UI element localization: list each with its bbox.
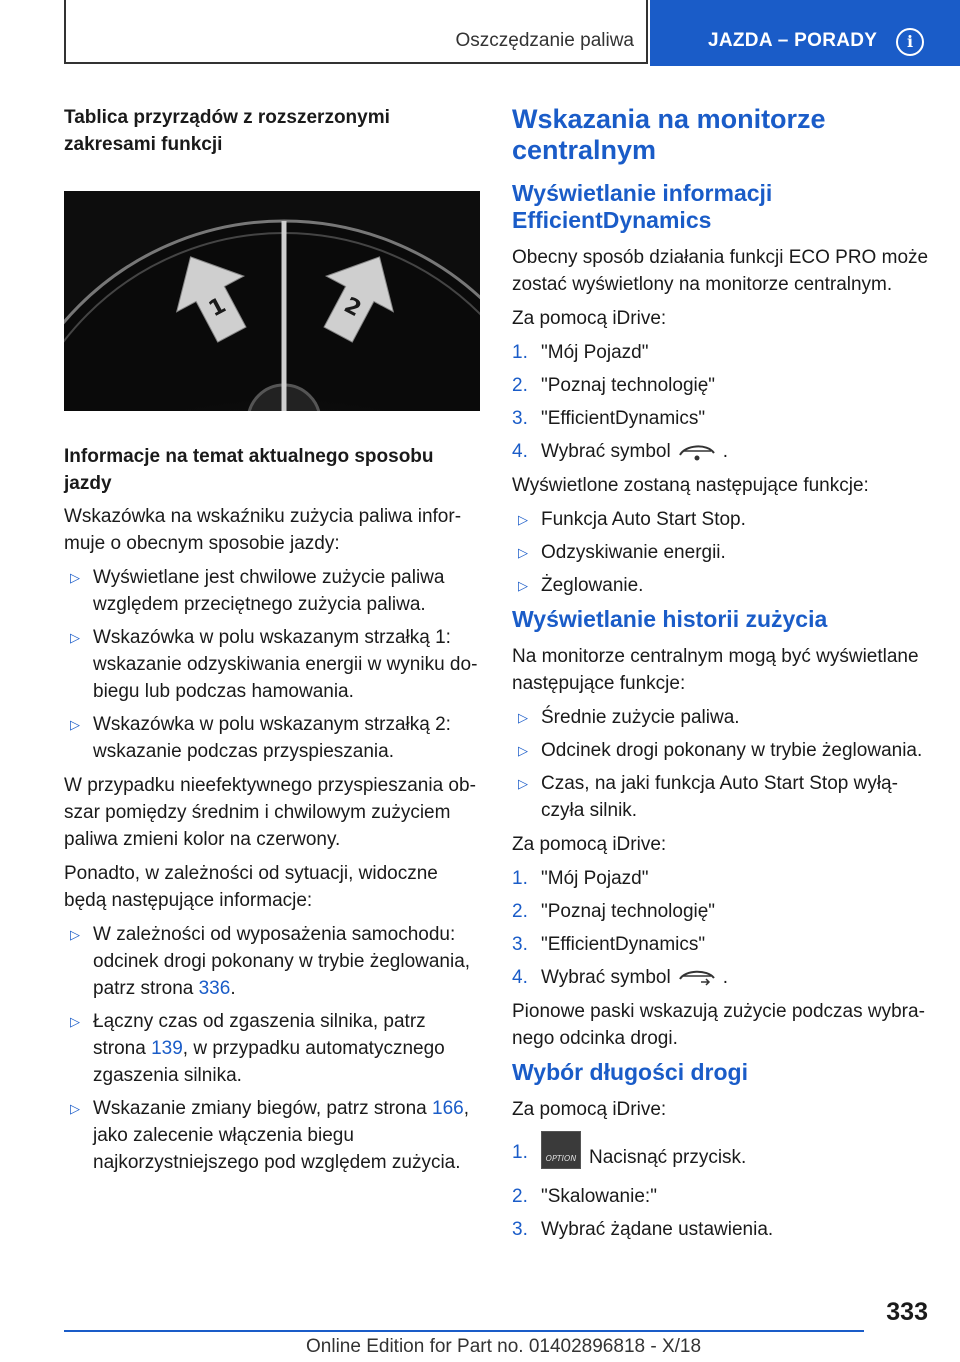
page-link[interactable]: 336 [198, 978, 231, 999]
subheading-history: Wyświetlanie historii zużycia [512, 606, 828, 632]
section-heading: Tablica przyrządów z rozszerzonymi zakresami funkcji [64, 107, 390, 155]
arrow-1-label: 1 [204, 292, 231, 323]
list-item: ▷ Wskazówka w polu wskazanym strzałką 2: wskazanie podczas przyspieszania. [64, 711, 478, 765]
gauge-illustration [64, 191, 480, 411]
steps-list-2 [512, 865, 932, 991]
steps-list-1 [512, 339, 932, 465]
triangle-bullet-icon: ▷ [518, 710, 528, 725]
efficientdynamics-car-icon [677, 441, 717, 463]
triangle-bullet-icon: ▷ [518, 545, 528, 560]
list-item: 3. Wybrać żądane ustawienia. [512, 1219, 774, 1240]
triangle-bullet-icon: ▷ [70, 570, 80, 585]
paragraph: Za pomocą iDrive: [512, 834, 667, 855]
triangle-bullet-icon: ▷ [518, 776, 528, 791]
chapter-tab[interactable] [650, 0, 960, 66]
consumption-history-car-icon [677, 967, 717, 989]
triangle-bullet-icon: ▷ [70, 717, 80, 732]
subsection-heading: Informacje na temat aktualnego sposobu jazdy [64, 446, 434, 494]
intro-paragraph: Wskazówka na wskaźniku zużycia paliwa informuje o obecnym sposobie jazdy: [64, 506, 462, 554]
page-number: 333 [886, 1298, 928, 1326]
option-button-icon: OPTION [541, 1131, 581, 1169]
bullet-list-3 [512, 506, 932, 599]
bullet-list-1 [64, 564, 478, 765]
list-item: 1. OPTION Nacisnąć przycisk. [512, 1139, 932, 1177]
list-item: ▷ Czas, na jaki funkcja Auto Start Stop wyłączyła silnik. [512, 770, 932, 824]
list-item: ▷ Średnie zużycie paliwa. [512, 704, 932, 731]
main-heading: Wskazania na monitorze centralnym [512, 104, 826, 165]
footer-edition: Online Edition for Part no. 01402896818 - X/18 [306, 1336, 702, 1357]
subheading-efficientdynamics: Wyświetlanie informacji EfficientDynamics [512, 180, 773, 233]
paragraph: Obecny sposób działania funkcji ECO PRO może zostać wyświetlony na monitorze centralnym. [512, 247, 929, 295]
info-icon[interactable]: i [896, 28, 924, 56]
instrument-cluster-figure [64, 191, 480, 411]
bullet-list-4 [512, 704, 932, 824]
list-item: ▷ Żeglowanie. [512, 572, 932, 599]
triangle-bullet-icon: ▷ [518, 743, 528, 758]
page-link[interactable]: 139 [151, 1038, 183, 1059]
steps-list-3 [512, 1139, 932, 1243]
triangle-bullet-icon: ▷ [518, 578, 528, 593]
paragraph: Ponadto, w zależności od sytuacji, widoczne będą następujące informacje: [64, 863, 438, 911]
list-item: 4. Wybrać symbol . [512, 441, 728, 462]
subheading-distance: Wybór długości drogi [512, 1059, 748, 1085]
list-item: 4. Wybrać symbol . [512, 967, 728, 988]
arrow-2-label: 2 [339, 292, 366, 323]
triangle-bullet-icon: ▷ [70, 1101, 80, 1116]
left-column [64, 104, 478, 1183]
list-item: 1. "Mój Pojazd" [512, 342, 649, 363]
triangle-bullet-icon: ▷ [518, 512, 528, 527]
section-title: Oszczędzanie paliwa [455, 30, 634, 51]
right-column [512, 104, 932, 1250]
triangle-bullet-icon: ▷ [70, 630, 80, 645]
bullet-list-2 [64, 921, 478, 1176]
page-header [0, 0, 960, 66]
list-item: ▷ Wyświetlane jest chwilowe zużycie paliwa względem przeciętnego zużycia paliwa. [64, 564, 478, 618]
list-item: ▷ Odcinek drogi pokonany w trybie żeglowania. [512, 737, 932, 764]
list-item: ▷ Funkcja Auto Start Stop. [512, 506, 932, 533]
list-item: 3. "EfficientDynamics" [512, 408, 706, 429]
paragraph: W przypadku nieefektywnego przyspieszania obszar pomiędzy średnim i chwilowym zużyciem paliwa zmieni kolor na czerwony. [64, 775, 476, 850]
section-tab [64, 0, 648, 64]
paragraph: Wyświetlone zostaną następujące funkcje: [512, 475, 869, 496]
list-item: 2. "Poznaj technologię" [512, 375, 716, 396]
triangle-bullet-icon: ▷ [70, 927, 80, 942]
list-item: 3. "EfficientDynamics" [512, 934, 706, 955]
list-item: ▷ Wskazanie zmiany biegów, patrz strona 166, jako zalecenie włączenia biegu najkorzystniejszego pod względem zużycia. [64, 1095, 478, 1176]
triangle-bullet-icon: ▷ [70, 1014, 80, 1029]
list-item: ▷ Wskazówka w polu wskazanym strzałką 1: wskazanie odzyskiwania energii w wyniku dobiegu lub podczas hamowania. [64, 624, 478, 705]
paragraph: Za pomocą iDrive: [512, 308, 667, 329]
page-link[interactable]: 166 [432, 1098, 464, 1119]
list-item: ▷ Łączny czas od zgaszenia silnika, patrz strona 139, w przypadku automatycznego zgaszenia silnika. [64, 1008, 478, 1089]
paragraph: Pionowe paski wskazują zużycie podczas wybranego odcinka drogi. [512, 1001, 925, 1049]
chapter-title: JAZDA – PORADY [708, 30, 878, 51]
paragraph: Za pomocą iDrive: [512, 1099, 667, 1120]
paragraph: Na monitorze centralnym mogą być wyświetlane następujące funkcje: [512, 646, 919, 694]
list-item: 1. "Mój Pojazd" [512, 868, 649, 889]
list-item: 2. "Poznaj technologię" [512, 901, 716, 922]
list-item: ▷ W zależności od wyposażenia samochodu: odcinek drogi pokonany w trybie żeglowania, patrz strona 336. [64, 921, 478, 1002]
list-item: ▷ Odzyskiwanie energii. [512, 539, 932, 566]
footer-divider [64, 1330, 864, 1332]
list-item: 2. "Skalowanie:" [512, 1186, 657, 1207]
